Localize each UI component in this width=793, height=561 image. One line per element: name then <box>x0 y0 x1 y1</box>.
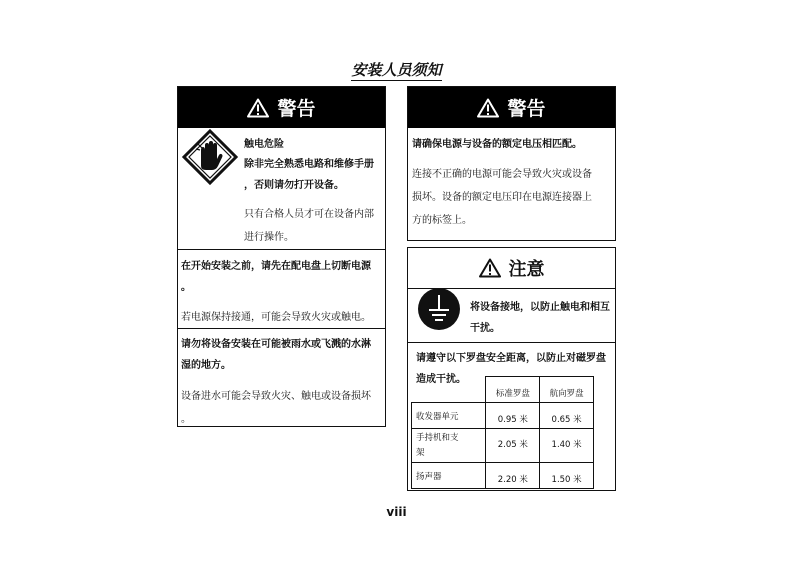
water-bold-line2: 湿的地方。 <box>181 360 231 371</box>
voltage-note-line1: 连接不正确的电源可能会导致火灾或设备 <box>412 169 592 180</box>
power-note: 若电源保持接通，可能会导致火灾或触电。 <box>181 312 371 323</box>
warning-banner-label: 警告 <box>507 98 546 120</box>
warning-banner-label: 警告 <box>277 98 316 120</box>
compass-distance-table <box>411 376 594 489</box>
device-name-cell: 收发器单元 <box>412 403 486 429</box>
device-name-cell: 扬声器 <box>412 463 486 489</box>
standard-distance-cell: 2.20 米 <box>486 463 540 489</box>
page-title: 安装人员须知 <box>351 61 442 79</box>
ground-line1: 将设备接地，以防止触电和相互 <box>470 302 610 313</box>
water-note-line2: 。 <box>181 414 191 425</box>
standard-distance-cell: 0.95 米 <box>486 403 540 429</box>
steering-distance-cell: 1.40 米 <box>540 429 594 463</box>
hand-shock-warning-icon <box>181 128 239 186</box>
shock-bold-line1: 除非完全熟悉电路和维修手册 <box>244 159 374 170</box>
shock-note-line2: 进行操作。 <box>244 232 294 243</box>
compass-line1: 请遵守以下罗盘安全距离，以防止对磁罗盘 <box>416 353 606 364</box>
water-bold-line1: 请勿将设备安装在可能被雨水或飞溅的水淋 <box>181 339 371 350</box>
caution-header-label: 注意 <box>508 259 545 280</box>
divider <box>178 328 385 329</box>
voltage-note-line3: 方的标签上。 <box>412 215 472 226</box>
voltage-note-line2: 损坏。设备的额定电压印在电源连接器上 <box>412 192 592 203</box>
warning-banner <box>178 87 385 128</box>
caution-header <box>408 248 615 288</box>
shock-note-line1: 只有合格人员才可在设备内部 <box>244 209 374 220</box>
standard-distance-cell: 2.05 米 <box>486 429 540 463</box>
shock-title: 触电危险 <box>244 139 284 150</box>
right-warning-panel <box>407 86 616 241</box>
shock-bold-line2: ，否则请勿打开设备。 <box>244 180 344 191</box>
left-warning-panel <box>177 86 386 427</box>
table-row <box>412 429 594 463</box>
steering-distance-cell: 1.50 米 <box>540 463 594 489</box>
steering-distance-cell: 0.65 米 <box>540 403 594 429</box>
table-header-row <box>412 377 594 403</box>
device-name-cell: 手持机和支 架 <box>412 429 486 463</box>
warning-triangle-icon <box>247 98 269 118</box>
ground-line2: 干扰。 <box>470 323 500 334</box>
voltage-bold-text: 请确保电源与设备的额定电压相匹配。 <box>412 139 582 150</box>
table-header-cell: 航向罗盘 <box>540 377 594 403</box>
divider <box>178 249 385 250</box>
table-row <box>412 463 594 489</box>
divider <box>408 342 615 343</box>
table-header-cell <box>412 377 486 403</box>
power-bold-line1: 在开始安装之前，请先在配电盘上切断电源 <box>181 261 371 272</box>
page-number: viii <box>386 505 407 519</box>
compass-line2: 造成干扰。 <box>416 374 466 385</box>
water-note-line1: 设备进水可能会导致火灾、触电或设备损坏 <box>181 391 371 402</box>
warning-triangle-icon <box>477 98 499 118</box>
warning-banner <box>408 87 615 128</box>
ground-symbol-icon <box>416 286 462 332</box>
right-caution-panel <box>407 247 616 491</box>
power-bold-line2: 。 <box>181 282 191 293</box>
table-header-cell: 标准罗盘 <box>486 377 540 403</box>
table-row <box>412 403 594 429</box>
caution-triangle-icon <box>479 258 501 278</box>
